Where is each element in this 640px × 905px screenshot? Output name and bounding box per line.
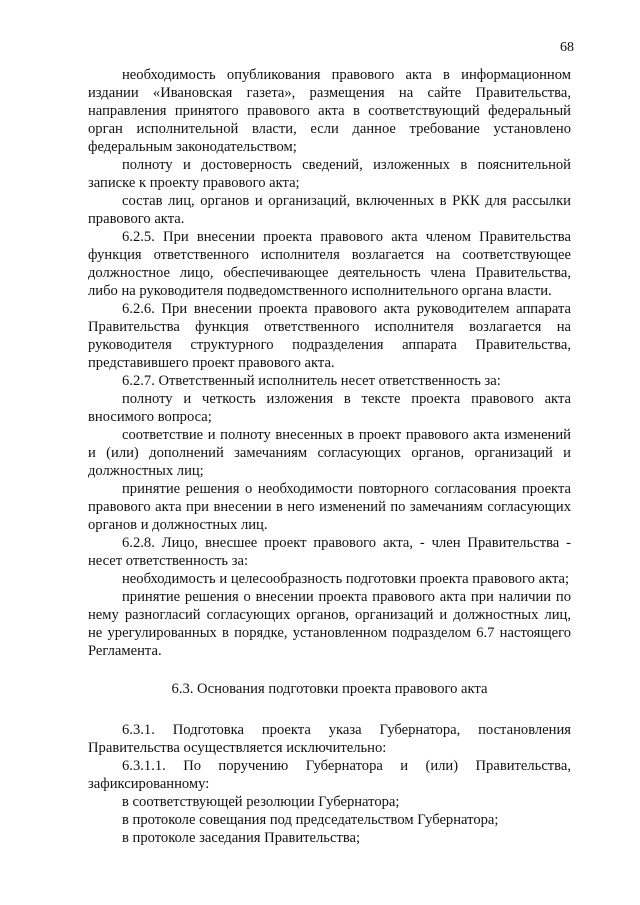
paragraph: в протоколе совещания под председательством Губернатора; bbox=[122, 812, 499, 828]
paragraph: необходимость и целесообразность подготовки проекта правового акта; bbox=[122, 571, 570, 587]
paragraph: соответствие и полноту внесенных в проект правового акта изменений и (или) дополнений замечаниям согласующих органов, организаций и должностных лиц; bbox=[88, 427, 571, 479]
paragraph: в протоколе заседания Правительства; bbox=[122, 830, 361, 846]
spacer bbox=[88, 698, 571, 721]
paragraph: полноту и достоверность сведений, изложенных в пояснительной записке к проекту правового акта; bbox=[88, 157, 571, 191]
paragraph: принятие решения о необходимости повторного согласования проекта правового акта при внесении в него изменений по замечаниям согласующих органов и должностных лиц. bbox=[88, 481, 571, 533]
paragraph: 6.2.5. При внесении проекта правового акта членом Правительства функция ответственного исполнителя возлагается на соответствующее должностное лицо, обеспечивающее деятельность члена Правительства, либо на руководителя подведомственного исполнительного органа власти. bbox=[88, 229, 571, 299]
paragraph: принятие решения о внесении проекта правового акта при наличии по нему разногласий согласующих органов, организаций и должностных лиц, не урегулированных в порядке, установленном подразделом 6.7 настоящего Регламента. bbox=[88, 589, 571, 659]
document-body bbox=[88, 66, 571, 847]
paragraph: состав лиц, органов и организаций, включенных в РКК для рассылки правового акта. bbox=[88, 193, 571, 227]
paragraph: полноту и четкость изложения в тексте проекта правового акта вносимого вопроса; bbox=[88, 391, 571, 425]
paragraph: в соответствующей резолюции Губернатора; bbox=[122, 794, 400, 810]
paragraph: необходимость опубликования правового акта в информационном издании «Ивановская газета», размещения на сайте Правительства, направления принятого правового акта в соответствующий федеральный орган исполнительной власти, если данное требование установлено федеральным законодательством; bbox=[88, 67, 571, 155]
paragraph: 6.2.7. Ответственный исполнитель несет ответственность за: bbox=[122, 373, 501, 389]
paragraph: 6.3.1.1. По поручению Губернатора и (или) Правительства, зафиксированному: bbox=[88, 758, 571, 792]
page-number: 68 bbox=[560, 40, 574, 55]
paragraph: 6.2.8. Лицо, внесшее проект правового акта, - член Правительства - несет ответственность за: bbox=[88, 535, 571, 569]
spacer bbox=[88, 660, 571, 680]
section-heading: 6.3. Основания подготовки проекта правового акта bbox=[171, 681, 488, 697]
paragraph: 6.2.6. При внесении проекта правового акта руководителем аппарата Правительства функция ответственного исполнителя возлагается на руководителя структурного подразделения аппарата Правительства, представившего проект правового акта. bbox=[88, 301, 571, 371]
paragraph: 6.3.1. Подготовка проекта указа Губернатора, постановления Правительства осуществляется исключительно: bbox=[88, 722, 571, 756]
